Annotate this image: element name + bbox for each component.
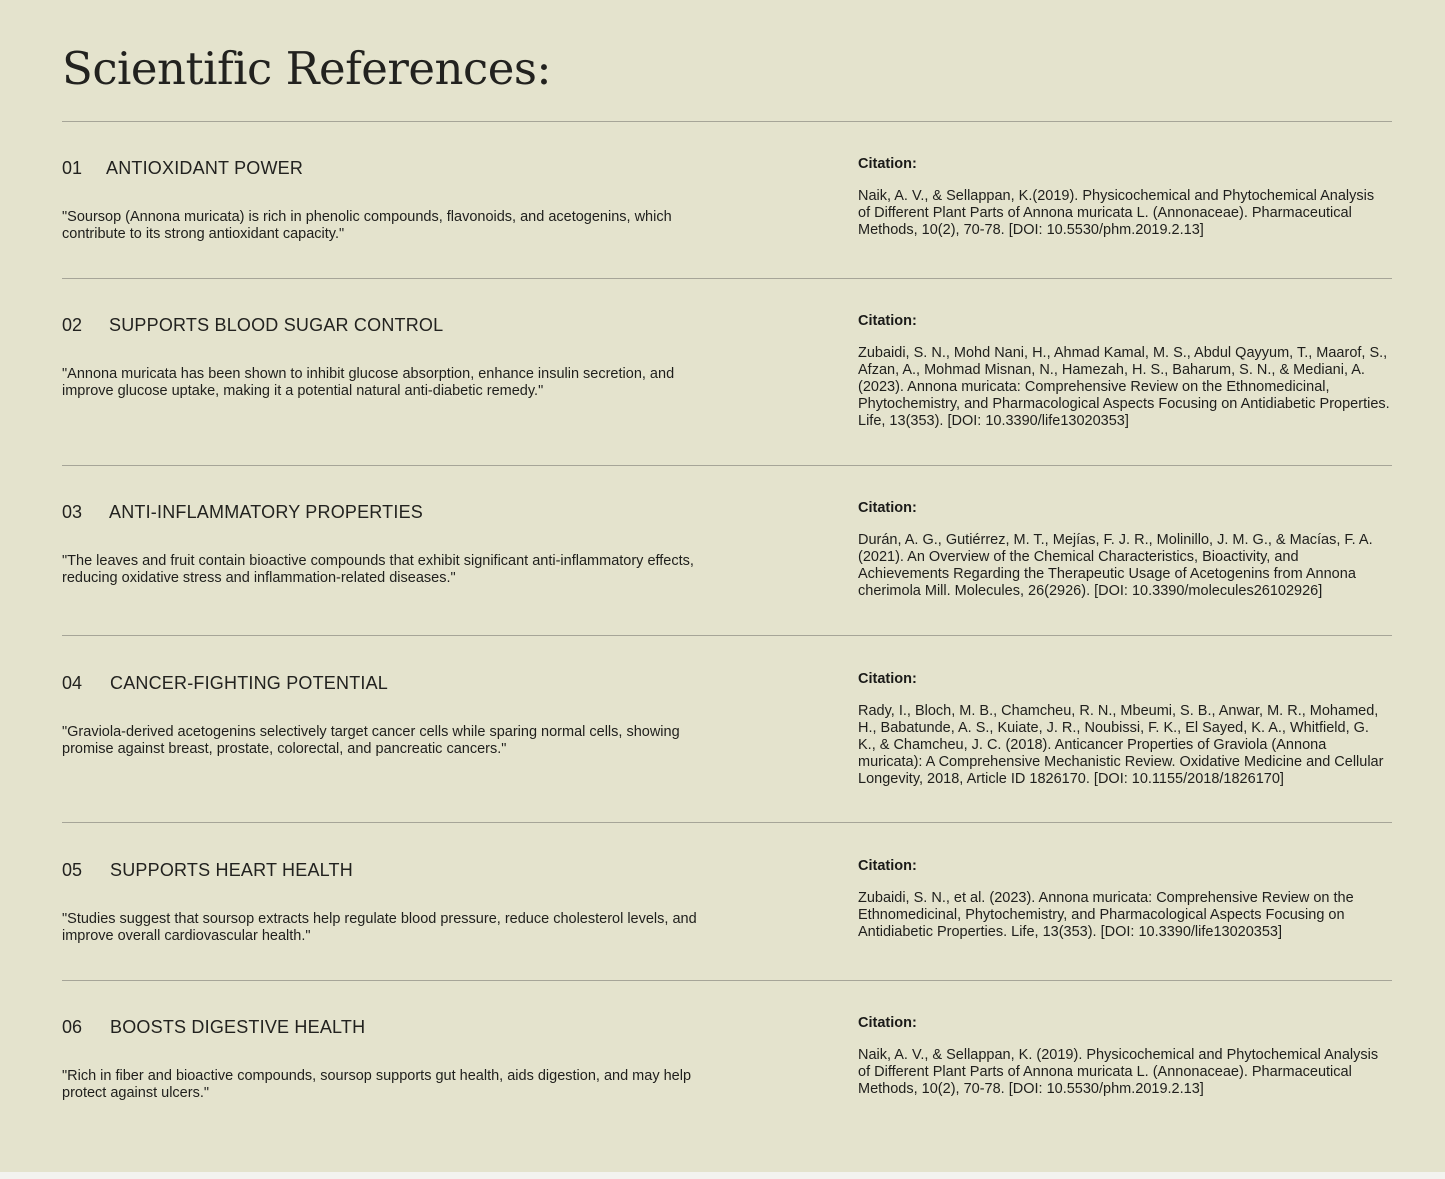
- reference-topic: SUPPORTS BLOOD SUGAR CONTROL: [109, 315, 444, 335]
- reference-heading: [62, 157, 303, 179]
- reference-topic: ANTI-INFLAMMATORY PROPERTIES: [109, 502, 423, 522]
- citation-label: Citation:: [858, 858, 917, 874]
- reference-quote: "Graviola-derived acetogenins selectively target cancer cells while sparing normal cells, showing promise against breast, prostate, colorectal, and pancreatic cancers.": [62, 724, 680, 757]
- reference-heading: [62, 314, 443, 336]
- citation-text: Zubaidi, S. N., et al. (2023). Annona muricata: Comprehensive Review on the Ethnomedicinal, Phytochemistry, and Pharmacological Aspects Focusing on Antidiabetic Properties. Life, 13(353). [DOI: 10.3390/life13020353]: [858, 890, 1354, 940]
- divider: [62, 278, 1392, 279]
- reference-topic: SUPPORTS HEART HEALTH: [110, 860, 353, 880]
- reference-number: 06: [62, 1017, 83, 1037]
- divider: [62, 465, 1392, 466]
- citation-text: Durán, A. G., Gutiérrez, M. T., Mejías, F. J. R., Molinillo, J. M. G., & Macías, F. A. (2021). An Overview of the Chemical Characteristics, Bioactivity, and Achievements Regarding the Therapeutic Usage of Acetogenins from Annona cherimola Mill. Molecules, 26(2926). [DOI: 10.3390/molecules26102926]: [858, 532, 1373, 599]
- reference-topic: ANTIOXIDANT POWER: [106, 158, 304, 178]
- citation-label: Citation:: [858, 1015, 917, 1031]
- reference-number: 02: [62, 315, 83, 335]
- reference-number: 01: [62, 158, 83, 178]
- citation-text: Naik, A. V., & Sellappan, K. (2019). Physicochemical and Phytochemical Analysis of Different Plant Parts of Annona muricata L. (Annonaceae). Pharmaceutical Methods, 10(2), 70-78. [DOI: 10.5530/phm.2019.2.13]: [858, 1047, 1379, 1097]
- citation-text: Zubaidi, S. N., Mohd Nani, H., Ahmad Kamal, M. S., Abdul Qayyum, T., Maarof, S., Afzan, A., Mohmad Misnan, N., Hamezah, H. S., Baharum, S. N., & Mediani, A. (2023). Annona muricata: Comprehensive Review on the Ethnomedicinal, Phytochemistry, and Pharmacological Aspects Focusing on Antidiabetic Properties. Life, 13(353). [DOI: 10.3390/life13020353]: [858, 345, 1390, 429]
- reference-quote: "The leaves and fruit contain bioactive compounds that exhibit significant anti-inflammatory effects, reducing oxidative stress and inflammation-related diseases.": [62, 553, 694, 586]
- page-title: Scientific References:: [62, 42, 552, 95]
- reference-quote: "Studies suggest that soursop extracts help regulate blood pressure, reduce cholesterol levels, and improve overall cardiovascular health.": [62, 911, 697, 944]
- reference-topic: CANCER-FIGHTING POTENTIAL: [110, 673, 389, 693]
- reference-heading: [62, 501, 423, 523]
- reference-number: 03: [62, 502, 83, 522]
- citation-text: Rady, I., Bloch, M. B., Chamcheu, R. N., Mbeumi, S. B., Anwar, M. R., Mohamed, H., Babatunde, A. S., Kuiate, J. R., Noubissi, F. K., El Sayed, K. A., Whitfield, G. K., & Chamcheu, J. C. (2018). Anticancer Properties of Graviola (Annona muricata): A Comprehensive Mechanistic Review. Oxidative Medicine and Cellular Longevity, 2018, Article ID 1826170. [DOI: 10.1155/2018/1826170]: [858, 703, 1384, 787]
- reference-heading: [62, 1016, 365, 1038]
- citation-text: Naik, A. V., & Sellappan, K.(2019). Physicochemical and Phytochemical Analysis of Different Plant Parts of Annona muricata L. (Annonaceae). Pharmaceutical Methods, 10(2), 70-78. [DOI: 10.5530/phm.2019.2.13]: [858, 188, 1375, 238]
- citation-label: Citation:: [858, 313, 917, 329]
- reference-number: 04: [62, 673, 83, 693]
- reference-quote: "Annona muricata has been shown to inhibit glucose absorption, enhance insulin secretion, and improve glucose uptake, making it a potential natural anti-diabetic remedy.": [62, 366, 675, 399]
- reference-quote: "Rich in fiber and bioactive compounds, soursop supports gut health, aids digestion, and may help protect against ulcers.": [62, 1068, 692, 1101]
- reference-heading: [62, 859, 353, 881]
- divider: [62, 822, 1392, 823]
- reference-number: 05: [62, 860, 83, 880]
- citation-label: Citation:: [858, 671, 917, 687]
- citation-label: Citation:: [858, 500, 917, 516]
- citation-label: Citation:: [858, 156, 917, 172]
- reference-topic: BOOSTS DIGESTIVE HEALTH: [110, 1017, 366, 1037]
- reference-heading: [62, 672, 388, 694]
- divider: [62, 121, 1392, 122]
- divider: [62, 635, 1392, 636]
- reference-quote: "Soursop (Annona muricata) is rich in phenolic compounds, flavonoids, and acetogenins, which contribute to its strong antioxidant capacity.": [62, 209, 672, 242]
- divider: [62, 980, 1392, 981]
